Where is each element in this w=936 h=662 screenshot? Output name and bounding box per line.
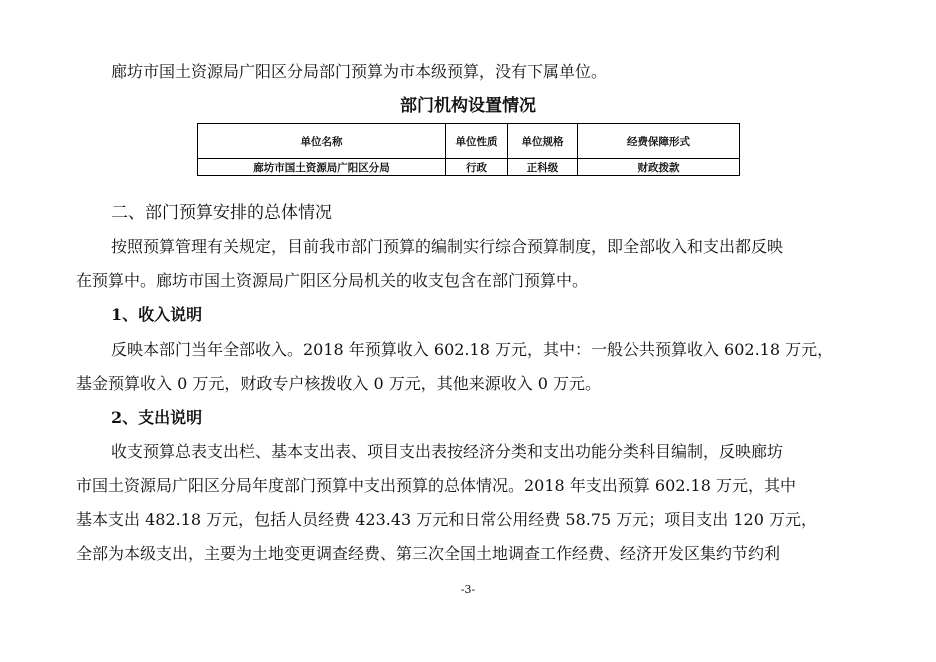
cell-unit-nature: 行政 [446,159,508,176]
paragraph-2-line-2: 基金预算收入 0 万元，财政专户核拨收入 0 万元，其他来源收入 0 万元。 [76,374,602,393]
paragraph-1-line-2: 在预算中。廊坊市国土资源局广阳区分局机关的收支包含在部门预算中。 [76,271,589,290]
page-number: -3- [460,583,476,596]
header-unit-nature: 单位性质 [446,124,508,159]
income-heading: 1、收入说明 [111,305,203,324]
paragraph-2-line-1: 反映本部门当年全部收入。2018 年预算收入 602.18 万元，其中：一般公共预算收入 602.18 万元， [111,340,834,359]
table-header-row [198,124,740,159]
paragraph-3-line-4: 全部为本级支出，主要为土地变更调查经费、第三次全国土地调查工作经费、经济开发区集约节约利 [76,544,781,563]
paragraph-1-line-1: 按照预算管理有关规定，目前我市部门预算的编制实行综合预算制度，即全部收入和支出都反映 [111,237,784,256]
table-title: 部门机构设置情况 [400,96,536,116]
header-funding-form: 经费保障形式 [578,124,740,159]
expenditure-heading: 2、支出说明 [111,408,203,427]
org-table [197,123,740,176]
paragraph-3-line-1: 收支预算总表支出栏、基本支出表、项目支出表按经济分类和支出功能分类科目编制，反映廊坊 [111,442,784,461]
intro-line: 廊坊市国土资源局广阳区分局部门预算为市本级预算，没有下属单位。 [111,62,608,81]
cell-unit-name: 廊坊市国土资源局广阳区分局 [198,159,446,176]
cell-unit-level: 正科级 [508,159,578,176]
paragraph-3-line-3: 基本支出 482.18 万元，包括人员经费 423.43 万元和日常公用经费 58.75 万元；项目支出 120 万元， [76,510,818,529]
cell-funding-form: 财政拨款 [578,159,740,176]
table-row [198,159,740,176]
paragraph-3-line-2: 市国土资源局广阳区分局年度部门预算中支出预算的总体情况。2018 年支出预算 602.18 万元，其中 [76,476,796,495]
section-heading-2: 二、部门预算安排的总体情况 [111,203,332,223]
header-unit-name: 单位名称 [198,124,446,159]
header-unit-level: 单位规格 [508,124,578,159]
